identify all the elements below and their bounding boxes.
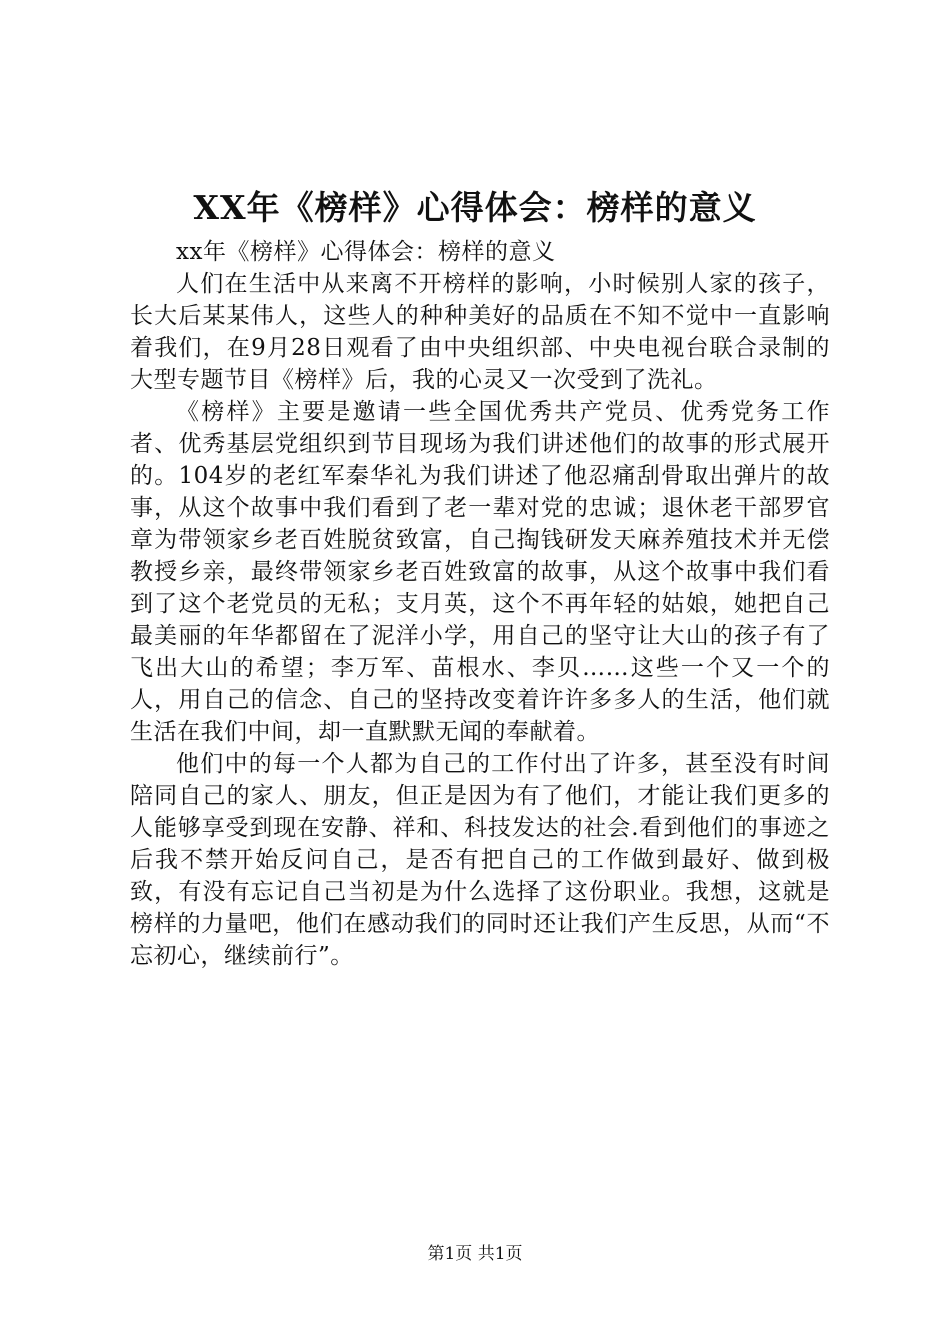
- paragraph-2: 《榜样》主要是邀请一些全国优秀共产党员、优秀党务工作者、优秀基层党组织到节目现场为我们讲述他们的故事的形式展开的。104岁的老红军秦华礼为我们讲述了他忍痛刮骨取出弹片的故事，从这个故事中我们看到了老一辈对党的忠诚；退休老干部罗官章为带领家乡老百姓脱贫致富，自己掏钱研发天麻养殖技术并无偿教授乡亲，最终带领家乡老百姓致富的故事，从这个故事中我们看到了这个老党员的无私；支月英，这个不再年轻的姑娘，她把自己最美丽的年华都留在了泥洋小学，用自己的坚守让大山的孩子有了飞出大山的希望；李万军、苗根水、李贝……这些一个又一个的人，用自己的信念、自己的坚持改变着许许多多人的生活，他们就生活在我们中间，却一直默默无闻的奉献着。: [130, 399, 830, 745]
- page-footer: 第1页 共1页: [427, 1244, 523, 1264]
- document-subtitle: xx年《榜样》心得体会：榜样的意义: [176, 239, 556, 265]
- paragraph-1: 人们在生活中从来离不开榜样的影响，小时候别人家的孩子，长大后某某伟人，这些人的种种美好的品质在不知不觉中一直影响着我们，在9月28日观看了由中央组织部、中央电视台联合录制的大型专题节目《榜样》后，我的心灵又一次受到了洗礼。: [130, 271, 830, 393]
- document-body: [130, 236, 830, 972]
- document-title: XX年《榜样》心得体会：榜样的意义: [193, 188, 757, 227]
- paragraph-3: 他们中的每一个人都为自己的工作付出了许多，甚至没有时间陪同自己的家人、朋友，但正是因为有了他们，才能让我们更多的人能够享受到现在安静、祥和、科技发达的社会.看到他们的事迹之后我不禁开始反问自己，是否有把自己的工作做到最好、做到极致，有没有忘记自己当初是为什么选择了这份职业。我想，这就是榜样的力量吧，他们在感动我们的同时还让我们产生反思，从而“不忘初心，继续前行”。: [130, 751, 830, 969]
